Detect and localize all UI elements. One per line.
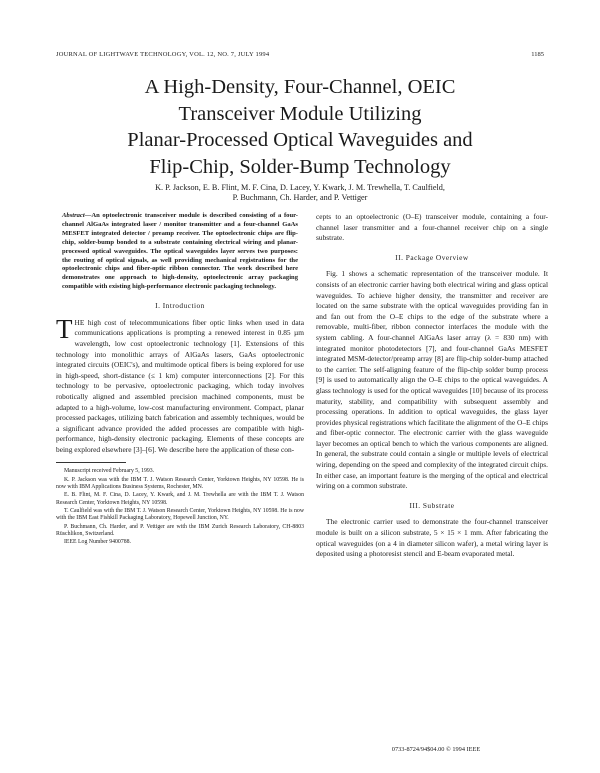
introduction-body: [56, 313, 304, 456]
paper-title: [40, 74, 560, 180]
section-heading-package-overview: II. Package Overview: [395, 252, 469, 262]
title-line: Transceiver Module Utilizing: [178, 102, 422, 125]
package-overview-paragraph: Fig. 1 shows a schematic representation of the transceiver module. It consists of an electronic carrier having both electrical wiring and glass optical waveguides. To achieve higher density, the transmitter and receiver are located on the same substrate with the optical waveguides providing fan in and fan out from the O–E chips to the edge of the substrate where a removable, multi-fiber, ribbon connector interfaces the module with the system cabling. A four-channel AlGaAs laser array (λ = 830 nm) with integrated monitor photodetectors [7], and four-channel GaAs MESFET integrated MSM-detector/preamp array [8] are flip-chip solder-bump attached to the carrier. The self-aligning feature of the flip-chip solder bump process [9] is used to automatically align the O–E chips to the optical waveguides. A glass technology is used for the optical waveguides [10] because of its process maturity, stability, and compatibility with subsequent assembly and processing operations. In addition to optical waveguides, the glass layer provides physical registrations which facilitate the alignment of the O–E chips and fiber-optic connector. The electronic carrier with the glass waveguide layer becomes an optical bench to which the various components are aligned. In general, the substrate could contain a single or multiple levels of electrical wiring, depending on the speed and complexity of the integrated circuit chips. In either case, an important feature is the merging of the optical and electrical wiring on a common substrate.: [316, 269, 548, 491]
footnote: IEEE Log Number 9400788.: [64, 539, 131, 546]
left-column: [56, 212, 304, 547]
section-heading-substrate: III. Substrate: [409, 500, 455, 510]
footnote: Manuscript received February 5, 1993.: [64, 468, 155, 475]
author-list: [90, 183, 510, 204]
footnote: E. B. Flint, M. F. Cina, D. Lacey, Y. Kwark, and J. M. Trewhella are with the IBM T. J. Watson Research Center, Yorktown Heights, NY 10598.: [56, 492, 304, 506]
page-number: 1185: [531, 51, 544, 58]
drop-cap: T: [56, 313, 73, 344]
footnote: T. Caulfield was with the IBM T. J. Watson Research Center, Yorktown Heights, NY 10598. He is now with the IBM East Fishkill Packaging Laboratory, Hopewell Junction, NY.: [56, 507, 304, 522]
substrate-paragraph: The electronic carrier used to demonstrate the four-channel transceiver module is built on a silicon substrate, 5 × 15 × 1 mm. After fabricating the optical waveguides (on a 4 in diameter silicon wafer), a metal wiring layer is deposited using a photoresist stencil and E-beam evaporated metal.: [316, 517, 548, 559]
continuation-paragraph: cepts to an optoelectronic (O–E) transceiver module, containing a four-channel laser transmitter and a four-channel receiver chip on a single substrate.: [316, 212, 548, 243]
title-line: A High-Density, Four-Channel, OEIC: [144, 76, 456, 98]
author-line: K. P. Jackson, E. B. Flint, M. F. Cina, D. Lacey, Y. Kwark, J. M. Trewhella, T. Caulfield,: [155, 183, 445, 192]
abstract: [56, 212, 304, 292]
abstract-label: Abstract—: [62, 212, 92, 219]
footnote: K. P. Jackson was with the IBM T. J. Watson Research Center, Yorktown Heights, NY 10598. He is now with IBM Applications Business Systems, Rochester, MN.: [56, 476, 304, 491]
footnote: P. Buchmann, Ch. Harder, and P. Vettiger are with the IBM Zurich Research Laboratory, CH-8803 Rüschlikon, Switzerland.: [56, 523, 304, 537]
introduction-paragraph: [56, 313, 304, 456]
running-head: JOURNAL OF LIGHTWAVE TECHNOLOGY, VOL. 12, NO. 7, JULY 1994: [56, 51, 270, 58]
title-line: Planar-Processed Optical Waveguides and: [127, 129, 473, 151]
right-column: [316, 212, 548, 560]
intro-continuation: [316, 212, 548, 244]
title-line: Flip-Chip, Solder-Bump Technology: [149, 155, 451, 178]
abstract-text: An optoelectronic transceiver module is described consisting of a four-channel AlGaAs integrated laser / monitor transmitter and a four-channel GaAs MESFET integrated detector / preamp receiver. The optoelectronic chips are flip-chip, solder-bump bonded to a substrate containing electrical wiring and planar-processed optical waveguides. The optical waveguides layer serves two purposes: the routing of optical signals, as well providing mechanical registrations for the optoelectronic chips and fiber-optic ribbon connector. The work described here demonstrates one approach to high-density, optoelectronic array packaging compatible with existing high-performance electronic packaging technology.: [62, 212, 298, 291]
introduction-text: HE high cost of telecommunications fiber optic links when used in data communications applications is prompting a renewed interest in 0.85 µm wavelength, low cost optoelectronic technology [1]. Extensions of this technology into monolithic arrays of AlGaAs lasers, GaAs optoelectronic integrated circuits (OEIC's), and multimode optical fibers is being explored for use in high-speed, short-distance (≤ 1 km) computer interconnections [2]. For this technology to be pervasive, optoelectronic packaging, which today involves robotically aligned and assembled precision machined components, must be adapted to a high-volume, low-cost manufacturing environment. Compact, planar processed packages, utilizing batch fabrication and assembly techniques, would be a significant advance provided the added processes are compatible with high-performance, high-density electronic packaging. Elements of these concepts are being explored elsewhere [3]–[6]. We describe here the application of these con-: [56, 317, 304, 454]
substrate-body: [316, 517, 548, 559]
author-line: P. Buchmann, Ch. Harder, and P. Vettiger: [232, 193, 368, 203]
copyright-footer: 0733-8724/94$04.00 © 1994 IEEE: [391, 746, 481, 753]
footnotes: [56, 468, 304, 546]
package-overview-body: [316, 269, 548, 491]
section-heading-introduction: I. Introduction: [155, 301, 205, 311]
footnote-divider: [56, 462, 126, 463]
